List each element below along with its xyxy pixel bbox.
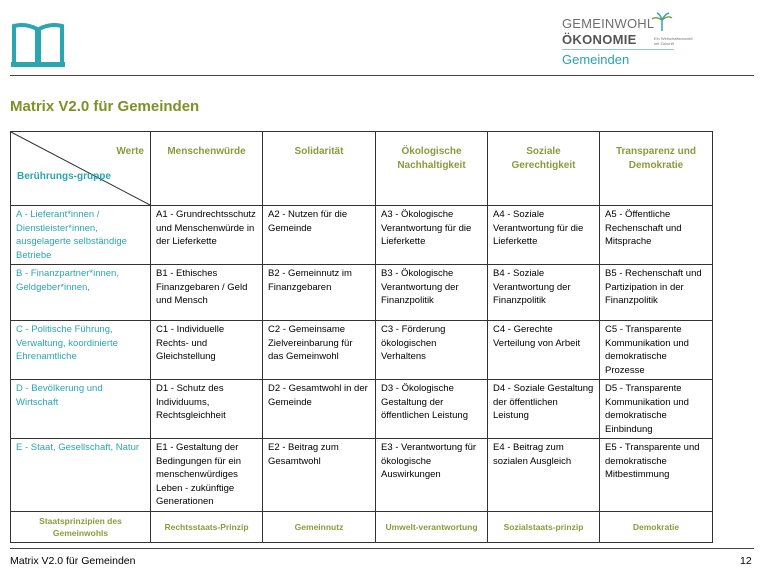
matrix-corner xyxy=(11,132,151,206)
matrix-cell: A3 - Ökologische Verantwortung für die Lieferkette xyxy=(376,206,488,265)
corner-stakeholder-label: Berührungs-gruppe xyxy=(17,171,111,182)
book-icon xyxy=(10,22,66,68)
footer-cell: Rechtsstaats-Prinzip xyxy=(151,511,263,542)
logo-tagline: Ein Wirtschaftsmodell mit Zukunft xyxy=(654,36,693,46)
column-header: Ökologische Nachhaltigkeit xyxy=(376,132,488,206)
matrix-cell: A4 - Soziale Verantwortung für die Lieferkette xyxy=(488,206,600,265)
matrix-cell: E3 - Verantwortung für ökologische Auswirkungen xyxy=(376,439,488,512)
matrix-cell: A1 - Grundrechtsschutz und Menschenwürde in der Lieferkette xyxy=(151,206,263,265)
table-row xyxy=(11,265,713,321)
table-row xyxy=(11,380,713,439)
column-header: Menschenwürde xyxy=(151,132,263,206)
matrix-cell: E5 - Transparente und demokratische Mitbestimmung xyxy=(600,439,713,512)
matrix-cell: E2 - Beitrag zum Gesamtwohl xyxy=(263,439,376,512)
row-header: A - Lieferant*innen / Dienstleister*innen, ausgelagerte selbständige Betriebe xyxy=(11,206,151,265)
corner-diagonal xyxy=(11,132,150,205)
matrix-cell: C5 - Transparente Kommunikation und demokratische Prozesse xyxy=(600,321,713,380)
matrix-cell: B4 - Soziale Verantwortung der Finanzpolitik xyxy=(488,265,600,321)
row-header: D - Bevölkerung und Wirtschaft xyxy=(11,380,151,439)
table-row xyxy=(11,206,713,265)
matrix-cell: B1 - Ethisches Finanzgebaren / Geld und Mensch xyxy=(151,265,263,321)
matrix-cell: D3 - Ökologische Gestaltung der öffentlichen Leistung xyxy=(376,380,488,439)
footer-cell: Staatsprinzipien des Gemeinwohls xyxy=(11,511,151,542)
matrix-cell: B2 - Gemeinnutz im Finanzgebaren xyxy=(263,265,376,321)
corner-values-label: Werte xyxy=(116,146,144,157)
footer-cell: Gemeinnutz xyxy=(263,511,376,542)
logo-divider xyxy=(562,49,674,50)
matrix-cell: B3 - Ökologische Verantwortung der Finanzpolitik xyxy=(376,265,488,321)
header-rule xyxy=(10,75,754,76)
footer-cell: Demokratie xyxy=(600,511,713,542)
matrix-footer-row xyxy=(11,511,713,542)
logo-line-1: GEMEINWOHL xyxy=(562,16,655,31)
page-title: Matrix V2.0 für Gemeinden xyxy=(10,98,200,115)
matrix-cell: E4 - Beitrag zum sozialen Ausgleich xyxy=(488,439,600,512)
footer-cell: Umwelt-verantwortung xyxy=(376,511,488,542)
footer-rule xyxy=(10,548,754,549)
gwoe-matrix xyxy=(10,131,713,543)
matrix-cell: D1 - Schutz des Individuums, Rechtsgleichheit xyxy=(151,380,263,439)
footer-document-title: Matrix V2.0 für Gemeinden xyxy=(10,555,136,567)
column-header: Solidarität xyxy=(263,132,376,206)
column-header: Transparenz und Demokratie xyxy=(600,132,713,206)
footer-cell: Sozialstaats-prinzip xyxy=(488,511,600,542)
matrix-cell: E1 - Gestaltung der Bedingungen für ein menschenwürdiges Leben - zukünftige Generationen xyxy=(151,439,263,512)
row-header: C - Politische Führung, Verwaltung, koordinierte Ehrenamtliche xyxy=(11,321,151,380)
logo-line-3: Gemeinden xyxy=(562,52,630,67)
row-header: E - Staat, Gesellschaft, Natur xyxy=(11,439,151,512)
matrix-cell: A5 - Öffentliche Rechenschaft und Mitsprache xyxy=(600,206,713,265)
gwoe-logo xyxy=(562,12,702,72)
matrix-cell: A2 - Nutzen für die Gemeinde xyxy=(263,206,376,265)
matrix-cell: C2 - Gemeinsame Zielvereinbarung für das Gemeinwohl xyxy=(263,321,376,380)
table-row xyxy=(11,321,713,380)
matrix-cell: C1 - Individuelle Rechts- und Gleichstellung xyxy=(151,321,263,380)
matrix-cell: C4 - Gerechte Verteilung von Arbeit xyxy=(488,321,600,380)
page-number: 12 xyxy=(740,555,752,567)
matrix-cell: D4 - Soziale Gestaltung der öffentlichen Leistung xyxy=(488,380,600,439)
matrix-cell: C3 - Förderung ökologischen Verhaltens xyxy=(376,321,488,380)
matrix-cell: D5 - Transparente Kommunikation und demokratische Einbindung xyxy=(600,380,713,439)
column-header: Soziale Gerechtigkeit xyxy=(488,132,600,206)
matrix-header-row xyxy=(11,132,713,206)
logo-line-2: ÖKONOMIE xyxy=(562,32,637,47)
table-row xyxy=(11,439,713,512)
row-header: B - Finanzpartner*innen, Geldgeber*innen, xyxy=(11,265,151,321)
matrix-cell: D2 - Gesamtwohl in der Gemeinde xyxy=(263,380,376,439)
matrix-cell: B5 - Rechenschaft und Partizipation in der Finanzpolitik xyxy=(600,265,713,321)
